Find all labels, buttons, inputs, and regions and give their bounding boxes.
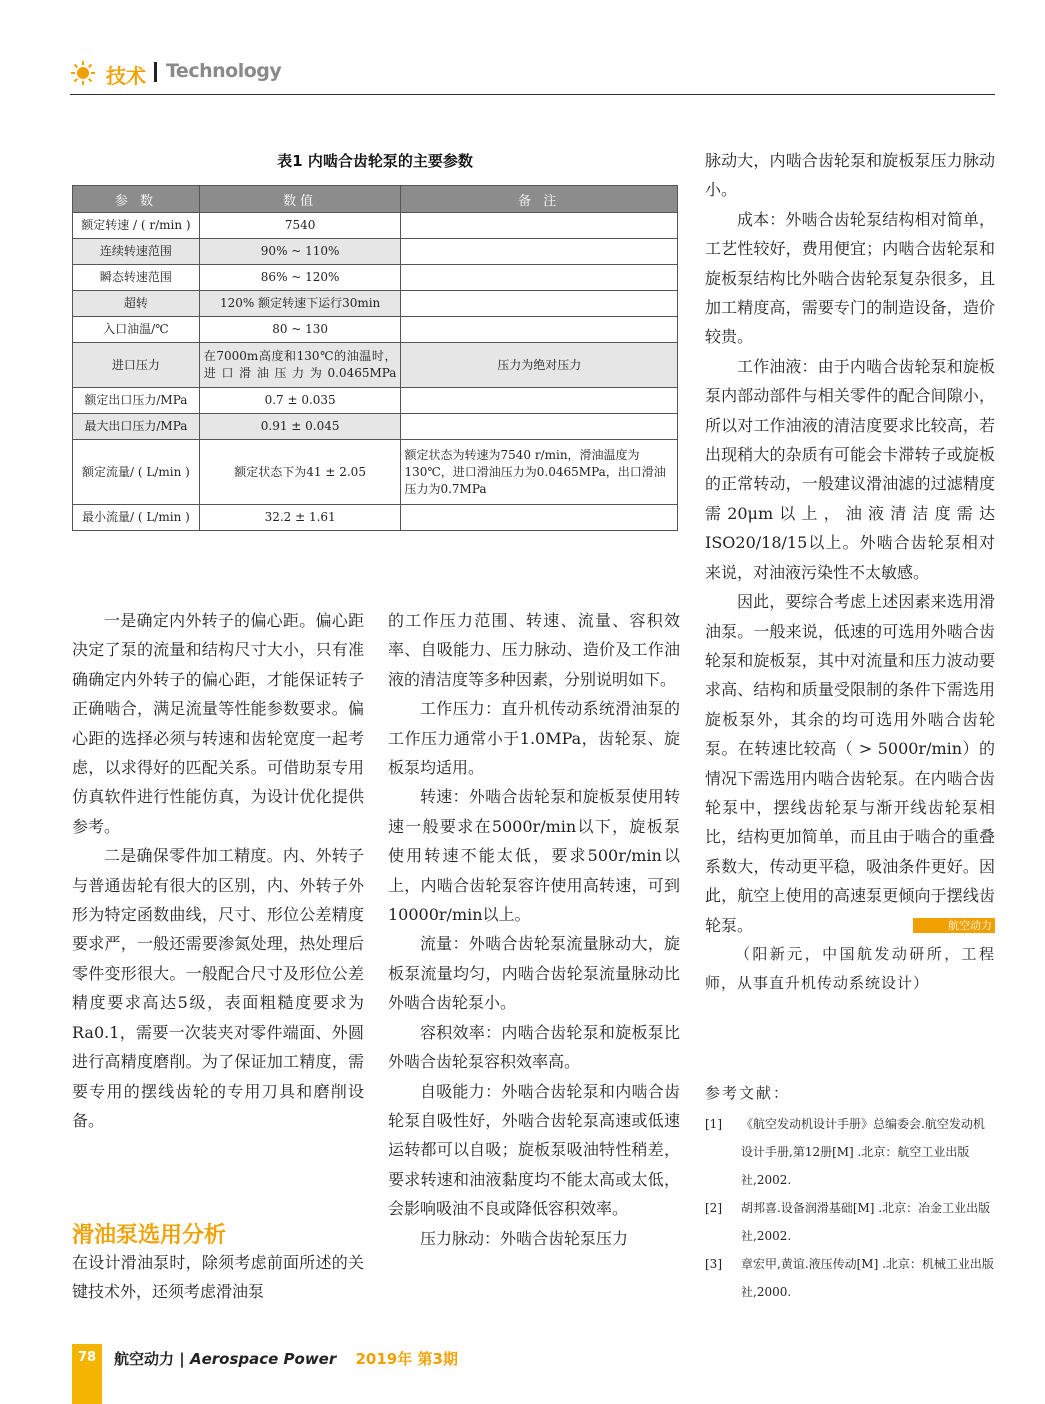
reference-number: [2] <box>705 1201 722 1215</box>
author-note: （阳新元，中国航发动研所，工程师，从事直升机传动系统设计） <box>705 944 995 993</box>
table-cell: 32.2 ± 1.61 <box>199 505 401 531</box>
table-row <box>73 440 678 505</box>
table-title: 表1 内啮合齿轮泵的主要参数 <box>277 152 473 170</box>
reference-text: 胡邦喜.设备润滑基础[M] .北京：冶金工业出版社,2002. <box>741 1201 991 1243</box>
sun-logo-icon <box>70 60 96 86</box>
table-row <box>73 343 678 388</box>
paragraph: 工作压力：直升机传动系统滑油泵的工作压力通常小于1.0MPa，齿轮泵、旋板泵均适用。 <box>388 699 680 778</box>
header-rule <box>70 94 995 95</box>
table-cell: 最小流量/ ( L/min ) <box>73 505 200 531</box>
page-number: 78 <box>77 1350 97 1365</box>
table-cell: 80 ~ 130 <box>199 317 401 343</box>
table-header-cell: 数值 <box>199 186 401 213</box>
table-cell: 0.7 ± 0.035 <box>199 388 401 414</box>
journal-name-en: Aerospace Power <box>189 1350 337 1368</box>
reference-text: 章宏甲,黄谊.液压传动[M] .北京：机械工业出版社,2000. <box>741 1257 994 1299</box>
section-name-en: Technology <box>166 60 282 82</box>
table-cell: 90% ~ 110% <box>199 239 401 265</box>
header-divider <box>154 62 157 82</box>
paragraph: 的工作压力范围、转速、流量、容积效率、自吸能力、压力脉动、造价及工作油液的清洁度等多种因素，分别说明如下。 <box>388 611 680 689</box>
table-row <box>73 239 678 265</box>
paragraph: 流量：外啮合齿轮泵流量脉动大，旋板泵流量均匀，内啮合齿轮泵流量脉动比外啮合齿轮泵小。 <box>388 934 680 1013</box>
section-name-cn: 技术 <box>106 64 146 88</box>
table-row <box>73 505 678 531</box>
journal-name <box>114 1348 458 1369</box>
paragraph: 容积效率：内啮合齿轮泵和旋板泵比外啮合齿轮泵容积效率高。 <box>388 1022 680 1072</box>
parameters-table <box>72 185 678 531</box>
references-heading: 参考文献： <box>705 1084 791 1102</box>
table-cell: 120% 额定转速下运行30min <box>199 291 401 317</box>
text-column-1 <box>72 606 364 1135</box>
journal-issue: 2019年 第3期 <box>355 1350 458 1368</box>
table-cell <box>401 505 678 531</box>
section-heading: 滑油泵选用分析 <box>72 1223 227 1248</box>
page-header <box>70 58 995 94</box>
reference-item <box>705 1250 995 1306</box>
paragraph-text: 因此，要综合考虑上述因素来选用滑油泵。一般来说，低速的可选用外啮合齿轮泵和旋板泵，其中对流量和压力波动要求高、结构和质量受限制的条件下需选用旋板泵外，其余的均可选用外啮合齿轮泵。在转速比较高（ > 5000r/min）的情况下需选用内啮合齿轮泵。在内啮合齿轮泵中，摆线齿轮泵与渐开线齿轮泵相比，结构更加简单，而且由于啮合的重叠系数大，传动更平稳，吸油条件更好。因此，航空上使用的高速泵更倾向于摆线齿轮泵。 <box>705 592 995 935</box>
paragraph: 脉动大，内啮合齿轮泵和旋板泵压力脉动小。 <box>705 151 995 200</box>
table-header-cell: 参 数 <box>73 186 200 213</box>
table-row <box>73 213 678 239</box>
table-header-cell: 备 注 <box>401 186 678 213</box>
paragraph: 压力脉动：外啮合齿轮泵压力 <box>420 1228 629 1248</box>
table-row <box>73 265 678 291</box>
table-cell: 86% ~ 120% <box>199 265 401 291</box>
table-cell: 在7000m高度和130℃的油温时，进口滑油压力为0.0465MPa <box>199 343 401 388</box>
table-cell: 压力为绝对压力 <box>401 343 678 388</box>
table-cell <box>401 317 678 343</box>
table-cell: 瞬态转速范围 <box>73 265 200 291</box>
table-cell: 额定转速 / ( r/min ) <box>73 213 200 239</box>
table-row <box>73 414 678 440</box>
table-cell <box>401 414 678 440</box>
reference-text: 《航空发动机设计手册》总编委会.航空发动机设计手册,第12册[M] .北京：航空工业出版社,2002. <box>741 1117 985 1187</box>
table-row <box>73 291 678 317</box>
page-number-box <box>72 1344 102 1404</box>
table-cell: 入口油温/℃ <box>73 317 200 343</box>
end-tag: 航空动力 <box>913 918 995 933</box>
table-cell: 0.91 ± 0.045 <box>199 414 401 440</box>
paragraph: 自吸能力：外啮合齿轮泵和内啮合齿轮泵自吸性好，外啮合齿轮泵高速或低速运转都可以自吸；旋板泵吸油特性稍差，要求转速和油液黏度均不能太高或太低，会影响吸油不良或降低容积效率。 <box>388 1081 680 1219</box>
table-cell <box>401 291 678 317</box>
table-cell <box>401 239 678 265</box>
paragraph: 成本：外啮合齿轮泵结构相对简单，工艺性较好，费用便宜；内啮合齿轮泵和旋板泵结构比外啮合齿轮泵复杂很多，且加工精度高，需要专门的制造设备，造价较贵。 <box>705 209 995 347</box>
table-header-row <box>73 186 678 213</box>
table-cell: 最大出口压力/MPa <box>73 414 200 440</box>
table-cell <box>401 265 678 291</box>
reference-number: [3] <box>705 1257 722 1271</box>
paragraph: 工作油液：由于内啮合齿轮泵和旋板泵内部动部件与相关零件的配合间隙小，所以对工作油液的清洁度要求比较高，若出现稍大的杂质有可能会卡滞转子或旋板的正常转动，一般建议滑油滤的过滤精度需20μm以上，油液清洁度需达ISO20/18/15以上。外啮合齿轮泵相对来说，对油液污染性不太敏感。 <box>705 356 995 582</box>
text-column-3 <box>705 146 995 999</box>
page-footer <box>72 1344 572 1404</box>
journal-name-cn: 航空动力 <box>114 1350 175 1368</box>
reference-item <box>705 1110 995 1194</box>
reference-item <box>705 1194 995 1250</box>
table-cell: 额定出口压力/MPa <box>73 388 200 414</box>
table-cell: 进口压力 <box>73 343 200 388</box>
section-intro <box>72 1248 364 1307</box>
footer-divider: | <box>179 1350 185 1368</box>
paragraph: 二是确保零件加工精度。内、外转子与普通齿轮有很大的区别，内、外转子外形为特定函数曲线，尺寸、形位公差精度要求严，一般还需要渗氮处理，热处理后零件变形很大。一般配合尺寸及形位公差精度要求高达5级，表面粗糙度要求为Ra0.1，需要一次装夹对零件端面、外圆进行高精度磨削。为了保证加工精度，需要专用的摆线齿轮的专用刀具和磨削设备。 <box>72 846 364 1130</box>
table-row <box>73 388 678 414</box>
table-cell: 超转 <box>73 291 200 317</box>
table-cell <box>401 213 678 239</box>
table-cell: 额定流量/ ( L/min ) <box>73 440 200 505</box>
paragraph: 转速：外啮合齿轮泵和旋板泵使用转速一般要求在5000r/min以下，旋板泵使用转速不能太低，要求500r/min以上，内啮合齿轮泵容许使用高转速，可到10000r/min以上。 <box>388 787 680 925</box>
table-cell: 额定状态为转速为7540 r/min，滑油温度为130℃，进口滑油压力为0.0465MPa，出口滑油压力为0.7MPa <box>401 440 678 505</box>
table-cell: 连续转速范围 <box>73 239 200 265</box>
references-list <box>705 1110 995 1306</box>
table-cell <box>401 388 678 414</box>
table-row <box>73 317 678 343</box>
paragraph: 一是确定内外转子的偏心距。偏心距决定了泵的流量和结构尺寸大小，只有准确确定内外转子的偏心距，才能保证转子正确啮合，满足流量等性能参数要求。偏心距的选择必须与转速和齿轮宽度一起考虑，以求得好的匹配关系。可借助泵专用仿真软件进行性能仿真，为设计优化提供参考。 <box>72 611 364 836</box>
paragraph: 在设计滑油泵时，除须考虑前面所述的关键技术外，还须考虑滑油泵 <box>72 1253 364 1302</box>
reference-number: [1] <box>705 1117 722 1131</box>
paragraph <box>705 587 995 940</box>
table-cell: 额定状态下为41 ± 2.05 <box>199 440 401 505</box>
table-cell: 7540 <box>199 213 401 239</box>
text-column-2 <box>388 606 680 1253</box>
